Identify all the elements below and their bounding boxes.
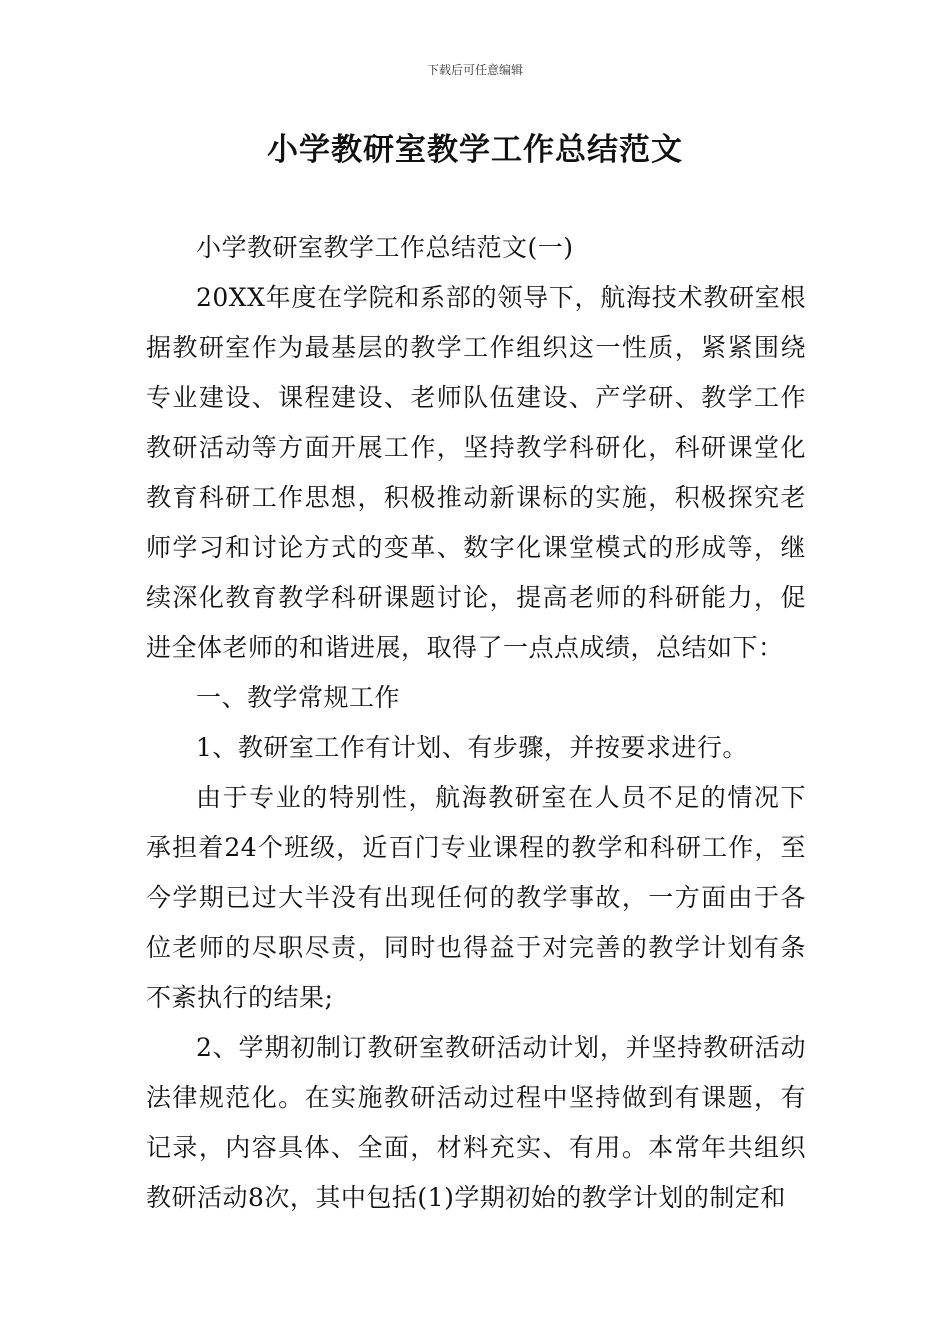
document-body [146,223,806,1223]
section-heading: 一、教学常规工作 [196,683,401,712]
header-note: 下载后可任意编辑 [426,63,523,77]
paragraph-item-1: 1、教研室工作有计划、有步骤，并按要求进行。 [196,733,748,762]
paragraph-subtitle: 小学教研室教学工作总结范文(一) [196,233,574,262]
paragraph-item-2: 2、学期初制订教研室教研活动计划，并坚持教研活动法律规范化。在实施教研活动过程中坚持做到有课题，有记录，内容具体、全面，材料充实、有用。本常年共组织教研活动8次，其中包括(1)学期初始的教学计划的制定和 [146,1033,806,1212]
paragraph-item-1-detail: 由于专业的特别性，航海教研室在人员不足的情况下承担着24个班级，近百门专业课程的教学和科研工作，至今学期已过大半没有出现任何的教学事故，一方面由于各位老师的尽职尽责，同时也得益于对完善的教学计划有条不紊执行的结果; [146,783,806,1012]
document-title: 小学教研室教学工作总结范文 [267,132,683,168]
paragraph-intro: 20XX年度在学院和系部的领导下，航海技术教研室根据教研室作为最基层的教学工作组织这一性质，紧紧围绕专业建设、课程建设、老师队伍建设、产学研、教学工作教研活动等方面开展工作，坚持教学科研化，科研课堂化教育科研工作思想，积极推动新课标的实施，积极探究老师学习和讨论方式的变革、数字化课堂模式的形成等，继续深化教育教学科研课题讨论，提高老师的科研能力，促进全体老师的和谐进展，取得了一点点成绩，总结如下： [146,283,806,662]
